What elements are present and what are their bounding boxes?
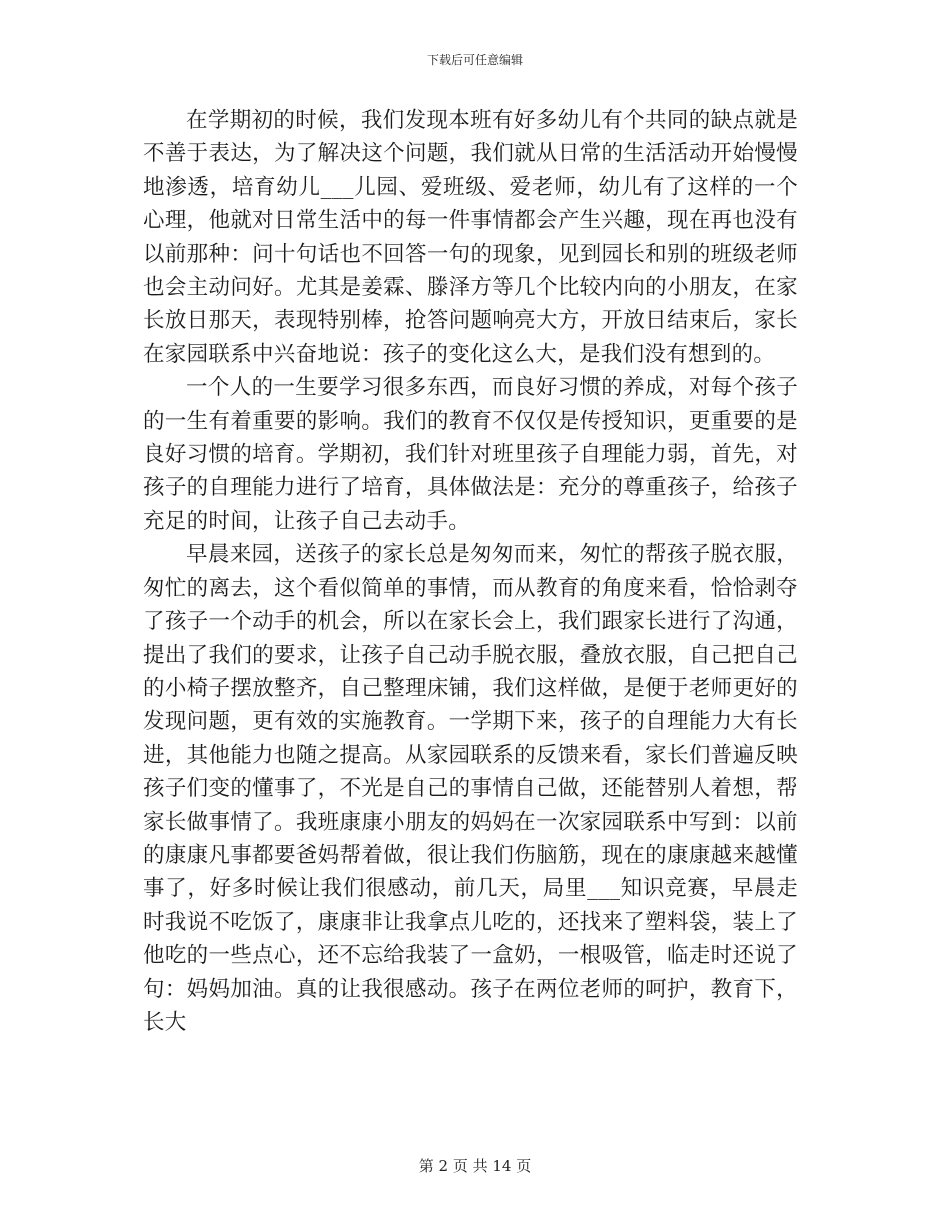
body-text (143, 104, 798, 1039)
paragraph-2: 一个人的一生要学习很多东西，而良好习惯的养成，对每个孩子的一生有着重要的影响。我们的教育不仅仅是传授知识，更重要的是良好习惯的培育。学期初，我们针对班里孩子自理能力弱，首先，对孩子的自理能力进行了培育，具体做法是：充分的尊重孩子，给孩子充足的时间，让孩子自己去动手。 (143, 375, 798, 534)
page-footer: 第 2 页 共 14 页 (418, 1157, 532, 1175)
paragraph-3: 早晨来园，送孩子的家长总是匆匆而来，匆忙的帮孩子脱衣服，匆忙的离去，这个看似简单的事情，而从教育的角度来看，恰恰剥夺了孩子一个动手的机会，所以在家长会上，我们跟家长进行了沟通，提出了我们的要求，让孩子自己动手脱衣服，叠放衣服，自己把自己的小椅子摆放整齐，自己整理床铺，我们这样做，是便于老师更好的发现问题，更有效的实施教育。一学期下来，孩子的自理能力大有长进，其他能力也随之提高。从家园联系的反馈来看，家长们普遍反映孩子们变的懂事了，不光是自己的事情自己做，还能替别人着想，帮家长做事情了。我班康康小朋友的妈妈在一次家园联系中写到：以前的康康凡事都要爸妈帮着做，很让我们伤脑筋，现在的康康越来越懂事了，好多时候让我们很感动，前几天，局里___知识竞赛，早晨走时我说不吃饭了，康康非让我拿点儿吃的，还找来了塑料袋，装上了他吃的一些点心，还不忘给我装了一盒奶，一根吸管，临走时还说了句：妈妈加油。真的让我很感动。孩子在两位老师的呵护，教育下，长大 (143, 542, 798, 1035)
paragraph-1: 在学期初的时候，我们发现本班有好多幼儿有个共同的缺点就是不善于表达，为了解决这个问题，我们就从日常的生活活动开始慢慢地渗透，培育幼儿___儿园、爱班级、爱老师，幼儿有了这样的一个心理，他就对日常生活中的每一件事情都会产生兴趣，现在再也没有以前那种：问十句话也不回答一句的现象，见到园长和别的班级老师也会主动问好。尤其是姜霖、滕泽方等几个比较内向的小朋友，在家长放日那天，表现特别棒，抢答问题响亮大方，开放日结束后，家长在家园联系中兴奋地说：孩子的变化这么大，是我们没有想到的。 (143, 108, 798, 367)
page-header: 下载后可任意编辑 (426, 53, 523, 67)
